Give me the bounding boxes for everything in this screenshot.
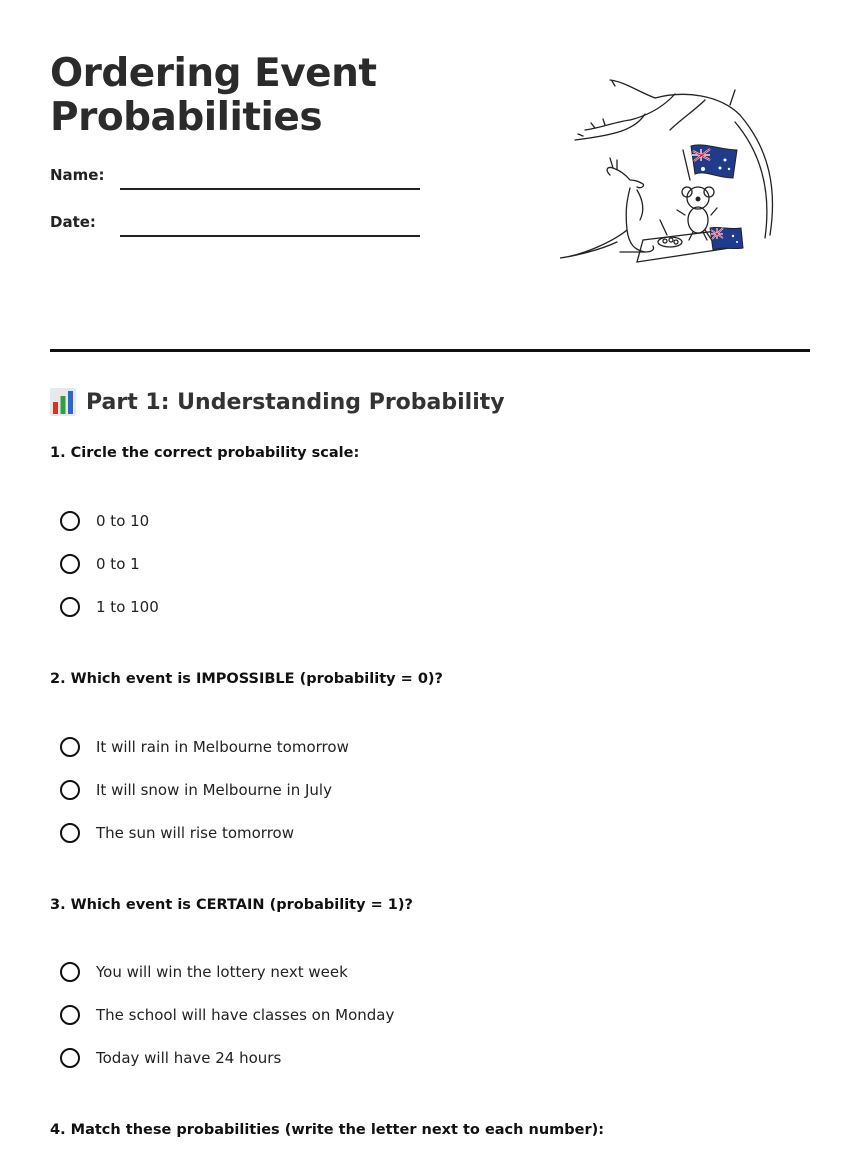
section-title: Part 1: Understanding Probability [86, 389, 505, 415]
name-label: Name: [50, 166, 105, 184]
answer-label: You will win the lottery next week [96, 963, 348, 981]
question-2: 2. Which event is IMPOSSIBLE (probability = 0)? [50, 671, 443, 687]
answer-label: 0 to 10 [96, 512, 150, 530]
date-label: Date: [50, 213, 96, 231]
australian-flag-icon [691, 145, 737, 178]
answer-option[interactable] [60, 1005, 394, 1025]
kangaroo-koala-illustration [555, 70, 785, 270]
date-field[interactable] [50, 213, 420, 243]
radio-circle[interactable] [60, 597, 80, 617]
answer-label: 1 to 100 [96, 598, 159, 616]
answer-option[interactable] [60, 737, 349, 757]
answer-label: The school will have classes on Monday [96, 1006, 395, 1024]
answer-option[interactable] [60, 962, 348, 982]
answer-option[interactable] [60, 511, 149, 531]
radio-circle[interactable] [60, 554, 80, 574]
radio-circle[interactable] [60, 511, 80, 531]
worksheet-title: Ordering Event Probabilities [50, 51, 377, 140]
answer-option[interactable] [60, 554, 140, 574]
answer-option[interactable] [60, 597, 159, 617]
radio-circle[interactable] [60, 1005, 80, 1025]
answer-option[interactable] [60, 823, 294, 843]
question-3: 3. Which event is CERTAIN (probability = 1)? [50, 897, 413, 913]
date-line[interactable] [120, 235, 420, 237]
section-heading [50, 388, 505, 416]
answer-label: It will snow in Melbourne in July [96, 781, 332, 799]
answer-label: 0 to 1 [96, 555, 140, 573]
answer-label: It will rain in Melbourne tomorrow [96, 738, 349, 756]
radio-circle[interactable] [60, 962, 80, 982]
radio-circle[interactable] [60, 1048, 80, 1068]
section-divider [50, 349, 810, 352]
question-1: 1. Circle the correct probability scale: [50, 445, 360, 461]
name-line[interactable] [120, 188, 420, 190]
answer-option[interactable] [60, 1048, 281, 1068]
answer-label: The sun will rise tomorrow [96, 824, 294, 842]
question-4: 4. Match these probabilities (write the letter next to each number): [50, 1122, 605, 1138]
radio-circle[interactable] [60, 737, 80, 757]
answer-option[interactable] [60, 780, 332, 800]
radio-circle[interactable] [60, 823, 80, 843]
australian-flag-small-icon [710, 227, 743, 250]
answer-label: Today will have 24 hours [96, 1049, 282, 1067]
name-field[interactable] [50, 166, 420, 196]
radio-circle[interactable] [60, 780, 80, 800]
bar-chart-icon [50, 388, 76, 416]
